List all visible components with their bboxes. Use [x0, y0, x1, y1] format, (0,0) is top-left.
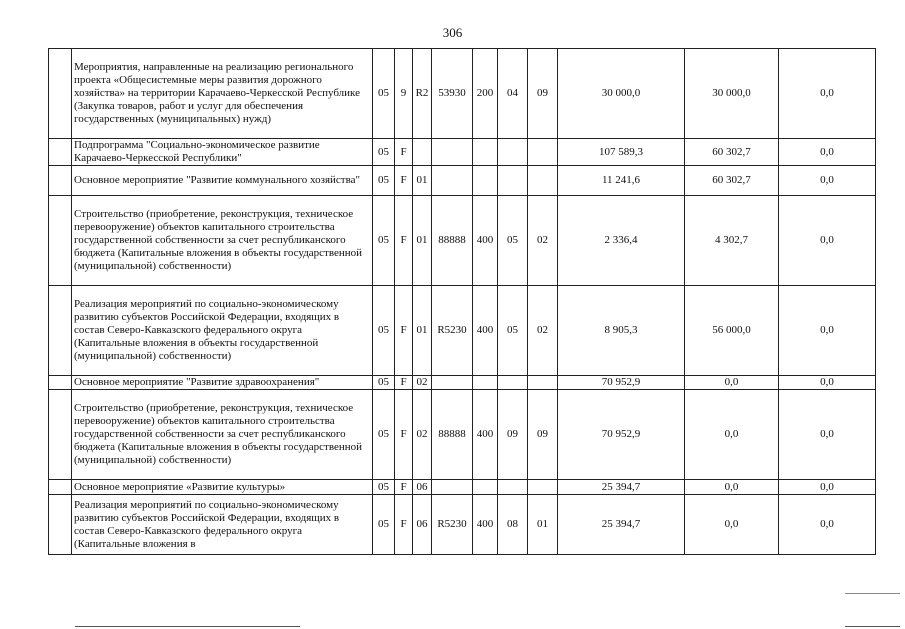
row-index-cell — [49, 286, 72, 376]
code-cell-6 — [498, 166, 528, 196]
code-cell-6: 05 — [498, 196, 528, 286]
code-cell-5: 400 — [473, 286, 498, 376]
code-cell-7 — [528, 480, 558, 495]
table-row — [49, 376, 876, 390]
row-name-cell: Мероприятия, направленные на реализацию регионального проекта «Общесистемные меры развития дорожного хозяйства» на территории Карачаево-Черкесской Республике (Закупка товаров, работ и услуг для обеспечения государственных (муниципальных) нужд) — [72, 49, 373, 139]
side-rule-right — [845, 593, 900, 594]
row-name-cell: Реализация мероприятий по социально-экономическому развитию субъектов Российской Федерации, входящих в состав Северо-Кавказского федерального округа (Капитальные вложения в — [72, 495, 373, 555]
amount-cell-2: 0,0 — [685, 376, 779, 390]
amount-cell-1: 70 952,9 — [558, 390, 685, 480]
table-row — [49, 166, 876, 196]
footer-rule-right — [845, 626, 900, 627]
code-cell-2: F — [395, 166, 413, 196]
row-index-cell — [49, 390, 72, 480]
amount-cell-3: 0,0 — [779, 166, 876, 196]
amount-cell-1: 25 394,7 — [558, 495, 685, 555]
code-cell-6: 08 — [498, 495, 528, 555]
code-cell-7: 02 — [528, 196, 558, 286]
amount-cell-3: 0,0 — [779, 139, 876, 166]
row-name-cell: Основное мероприятие «Развитие культуры» — [72, 480, 373, 495]
amount-cell-3: 0,0 — [779, 196, 876, 286]
code-cell-5 — [473, 139, 498, 166]
code-cell-5: 400 — [473, 495, 498, 555]
amount-cell-3: 0,0 — [779, 390, 876, 480]
row-index-cell — [49, 495, 72, 555]
code-cell-2: F — [395, 495, 413, 555]
code-cell-3: 01 — [413, 196, 432, 286]
amount-cell-2: 60 302,7 — [685, 166, 779, 196]
code-cell-6 — [498, 139, 528, 166]
row-index-cell — [49, 139, 72, 166]
amount-cell-1: 8 905,3 — [558, 286, 685, 376]
code-cell-5: 200 — [473, 49, 498, 139]
code-cell-4 — [432, 480, 473, 495]
amount-cell-2: 0,0 — [685, 480, 779, 495]
code-cell-5 — [473, 480, 498, 495]
amount-cell-2: 30 000,0 — [685, 49, 779, 139]
code-cell-5 — [473, 166, 498, 196]
row-index-cell — [49, 196, 72, 286]
amount-cell-1: 70 952,9 — [558, 376, 685, 390]
code-cell-3: R2 — [413, 49, 432, 139]
row-index-cell — [49, 376, 72, 390]
code-cell-6: 09 — [498, 390, 528, 480]
code-cell-2: F — [395, 196, 413, 286]
code-cell-4: R5230 — [432, 495, 473, 555]
code-cell-6 — [498, 480, 528, 495]
code-cell-4: 88888 — [432, 196, 473, 286]
table-row — [49, 139, 876, 166]
code-cell-1: 05 — [373, 166, 395, 196]
page-number: 306 — [442, 25, 463, 40]
code-cell-7 — [528, 376, 558, 390]
code-cell-4: 53930 — [432, 49, 473, 139]
code-cell-6: 05 — [498, 286, 528, 376]
code-cell-5: 400 — [473, 196, 498, 286]
code-cell-4 — [432, 166, 473, 196]
row-name-cell: Реализация мероприятий по социально-экономическому развитию субъектов Российской Федерации, входящих в состав Северо-Кавказского федерального округа (Капитальные вложения в объекты государственной (муниципальной) собственности) — [72, 286, 373, 376]
amount-cell-2: 0,0 — [685, 495, 779, 555]
code-cell-6 — [498, 376, 528, 390]
code-cell-2: 9 — [395, 49, 413, 139]
code-cell-2: F — [395, 376, 413, 390]
code-cell-4: 88888 — [432, 390, 473, 480]
row-index-cell — [49, 480, 72, 495]
code-cell-4 — [432, 139, 473, 166]
code-cell-6: 04 — [498, 49, 528, 139]
code-cell-1: 05 — [373, 480, 395, 495]
row-name-cell: Основное мероприятие "Развитие коммунального хозяйства" — [72, 166, 373, 196]
code-cell-3: 02 — [413, 376, 432, 390]
code-cell-1: 05 — [373, 286, 395, 376]
table-row — [49, 196, 876, 286]
table-row — [49, 495, 876, 555]
code-cell-7 — [528, 139, 558, 166]
code-cell-2: F — [395, 480, 413, 495]
code-cell-3: 06 — [413, 480, 432, 495]
amount-cell-3: 0,0 — [779, 495, 876, 555]
amount-cell-1: 30 000,0 — [558, 49, 685, 139]
row-name-cell: Подпрограмма "Социально-экономическое развитие Карачаево-Черкесской Республики" — [72, 139, 373, 166]
row-name-cell: Строительство (приобретение, реконструкция, техническое перевооружение) объектов капитального строительства государственной собственности за счет республиканского бюджета (Капитальные вложения в объекты государственной (муниципальной) собственности) — [72, 196, 373, 286]
budget-table-body — [49, 49, 876, 555]
table-row — [49, 390, 876, 480]
code-cell-7: 09 — [528, 390, 558, 480]
code-cell-1: 05 — [373, 390, 395, 480]
table-row — [49, 49, 876, 139]
amount-cell-2: 4 302,7 — [685, 196, 779, 286]
amount-cell-3: 0,0 — [779, 376, 876, 390]
amount-cell-1: 11 241,6 — [558, 166, 685, 196]
amount-cell-3: 0,0 — [779, 480, 876, 495]
code-cell-1: 05 — [373, 49, 395, 139]
code-cell-1: 05 — [373, 495, 395, 555]
code-cell-4 — [432, 376, 473, 390]
amount-cell-2: 56 000,0 — [685, 286, 779, 376]
code-cell-3: 01 — [413, 286, 432, 376]
code-cell-5 — [473, 376, 498, 390]
row-name-cell: Строительство (приобретение, реконструкция, техническое перевооружение) объектов капитального строительства государственной собственности за счет республиканского бюджета (Капитальные вложения в объекты государственной (муниципальной) собственности) — [72, 390, 373, 480]
amount-cell-3: 0,0 — [779, 49, 876, 139]
code-cell-7: 02 — [528, 286, 558, 376]
row-name-cell: Основное мероприятие "Развитие здравоохранения" — [72, 376, 373, 390]
code-cell-7: 09 — [528, 49, 558, 139]
amount-cell-1: 25 394,7 — [558, 480, 685, 495]
code-cell-1: 05 — [373, 196, 395, 286]
amount-cell-3: 0,0 — [779, 286, 876, 376]
code-cell-4: R5230 — [432, 286, 473, 376]
amount-cell-1: 107 589,3 — [558, 139, 685, 166]
code-cell-7: 01 — [528, 495, 558, 555]
code-cell-3: 02 — [413, 390, 432, 480]
code-cell-2: F — [395, 286, 413, 376]
code-cell-5: 400 — [473, 390, 498, 480]
footer-rule-left — [75, 626, 300, 627]
code-cell-3: 06 — [413, 495, 432, 555]
amount-cell-2: 0,0 — [685, 390, 779, 480]
amount-cell-2: 60 302,7 — [685, 139, 779, 166]
code-cell-1: 05 — [373, 376, 395, 390]
code-cell-1: 05 — [373, 139, 395, 166]
code-cell-3: 01 — [413, 166, 432, 196]
row-index-cell — [49, 49, 72, 139]
code-cell-3 — [413, 139, 432, 166]
row-index-cell — [49, 166, 72, 196]
code-cell-2: F — [395, 390, 413, 480]
code-cell-7 — [528, 166, 558, 196]
amount-cell-1: 2 336,4 — [558, 196, 685, 286]
budget-table — [48, 48, 876, 555]
table-row — [49, 480, 876, 495]
table-row — [49, 286, 876, 376]
code-cell-2: F — [395, 139, 413, 166]
